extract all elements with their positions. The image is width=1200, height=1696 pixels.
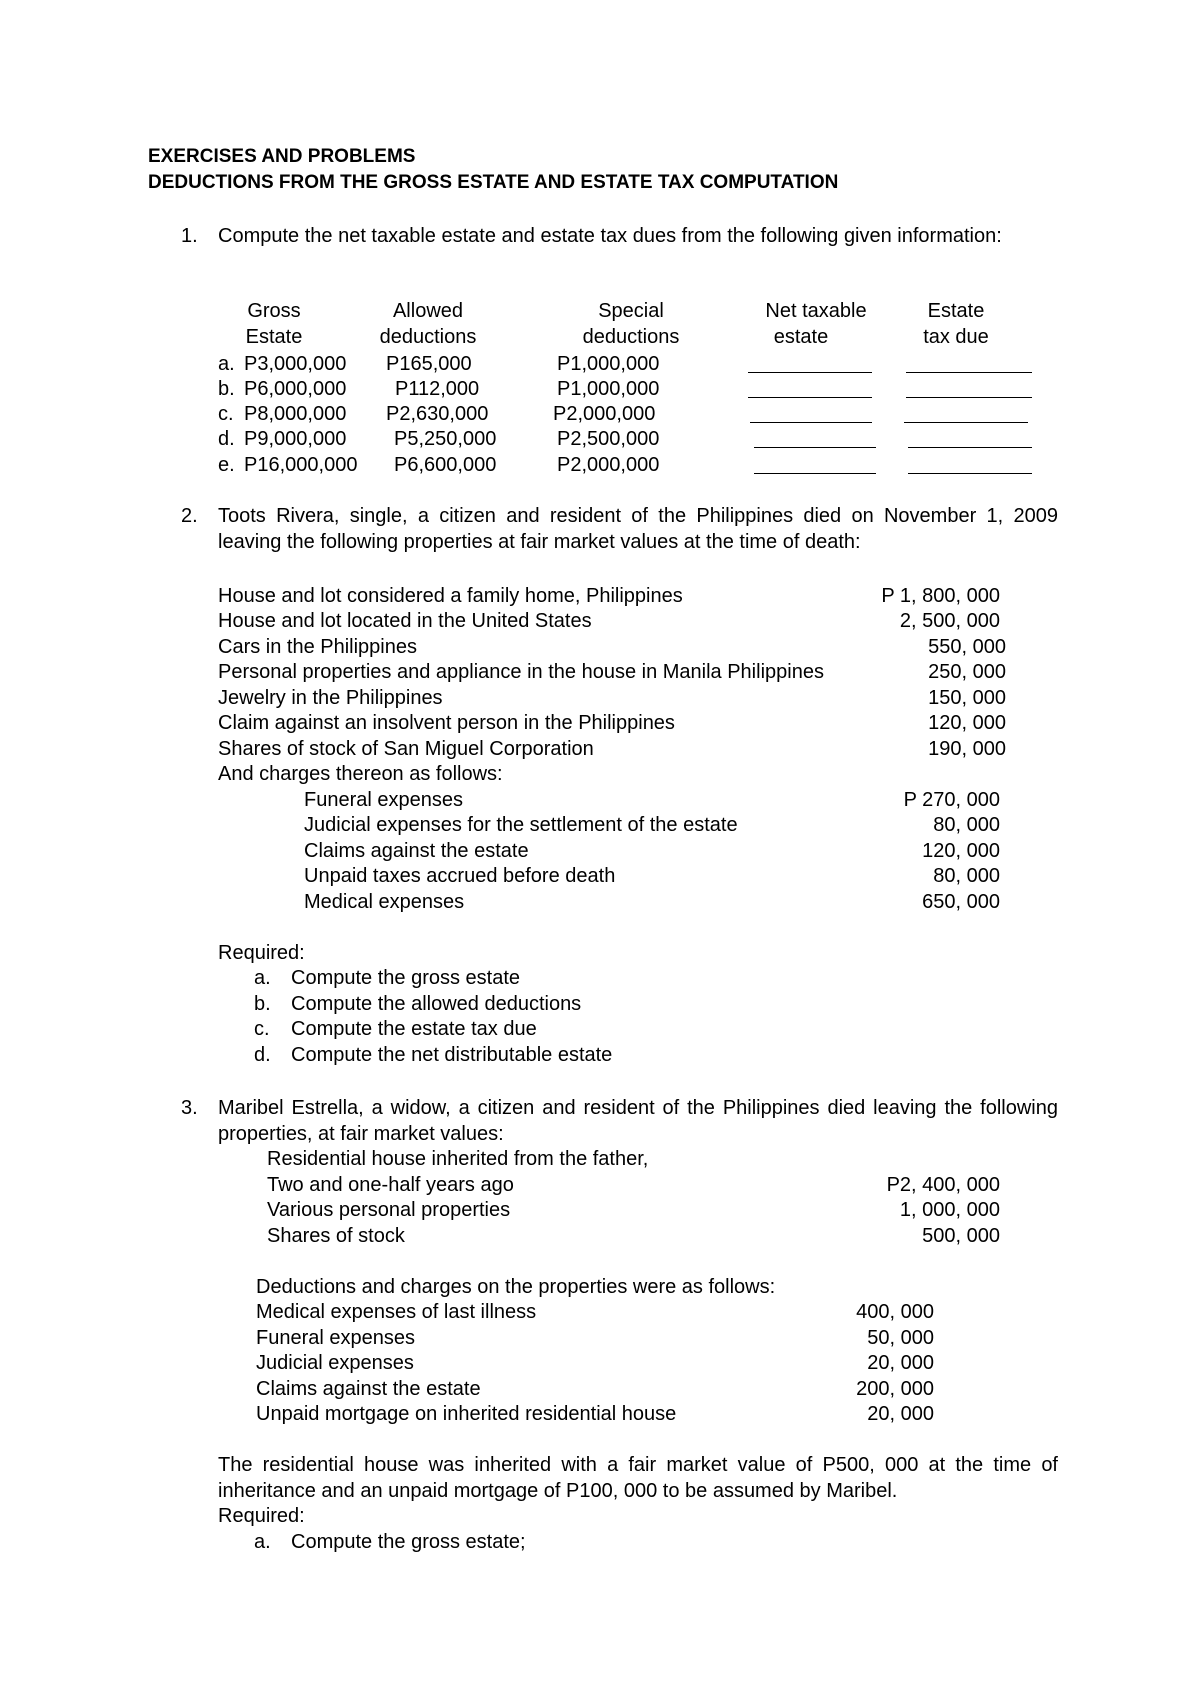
row-c-allowed: P2,630,000	[386, 403, 489, 425]
row-c-gross: P8,000,000	[244, 403, 347, 425]
problem-3-number: 3.	[181, 1097, 198, 1119]
page-subtitle: DEDUCTIONS FROM THE GROSS ESTATE AND ESTATE TAX COMPUTATION	[148, 172, 839, 193]
property-desc: Residential house inherited from the father,	[267, 1148, 649, 1170]
charge-amount: 80, 000	[933, 814, 1000, 836]
required-label: c.	[254, 1018, 270, 1040]
row-b-special: P1,000,000	[557, 378, 660, 400]
charge-amount: 650, 000	[922, 891, 1000, 913]
page-title: EXERCISES AND PROBLEMS	[148, 146, 416, 167]
problem-1-number: 1.	[181, 225, 198, 247]
deduction-amount: 200, 000	[856, 1378, 934, 1400]
deduction-desc: Unpaid mortgage on inherited residential house	[256, 1403, 677, 1425]
property-desc: House and lot located in the United States	[218, 610, 592, 632]
property-amount: 250, 000	[928, 661, 1006, 683]
property-amount: P 1, 800, 000	[881, 585, 1000, 607]
row-e-tax-blank	[908, 473, 1032, 474]
deduction-desc: Medical expenses of last illness	[256, 1301, 537, 1323]
header-tax-l2: tax due	[923, 326, 989, 348]
row-c-label: c.	[218, 403, 234, 425]
header-gross-l2: Estate	[245, 326, 303, 348]
problem-2-number: 2.	[181, 505, 198, 527]
header-gross-l1: Gross	[247, 300, 301, 322]
problem-3-text: Maribel Estrella, a widow, a citizen and resident of the Philippines died leaving the following properties, at fair market values:	[218, 1097, 1058, 1145]
property-amount: P2, 400, 000	[886, 1174, 1000, 1196]
required-label: a.	[254, 1531, 271, 1553]
row-a-special: P1,000,000	[557, 353, 660, 375]
row-c-special: P2,000,000	[553, 403, 656, 425]
row-e-gross: P16,000,000	[244, 454, 358, 476]
row-a-allowed: P165,000	[386, 353, 472, 375]
property-amount: 500, 000	[922, 1225, 1000, 1247]
problem-3-note: The residential house was inherited with a fair market value of P500, 000 at the time of inheritance and an unpaid mortgage of P100, 000 to be assumed by Maribel.	[218, 1454, 1058, 1502]
required-text: Compute the net distributable estate	[291, 1044, 613, 1066]
row-a-gross: P3,000,000	[244, 353, 347, 375]
row-d-net-blank	[754, 447, 876, 448]
header-allowed-l2: deductions	[379, 326, 477, 348]
property-desc: Personal properties and appliance in the house in Manila Philippines	[218, 661, 824, 683]
header-net-l2: estate	[773, 326, 829, 348]
row-b-tax-blank	[906, 397, 1032, 398]
deduction-amount: 20, 000	[867, 1352, 934, 1374]
charge-desc: Medical expenses	[304, 891, 465, 913]
property-desc: House and lot considered a family home, Philippines	[218, 585, 683, 607]
row-b-gross: P6,000,000	[244, 378, 347, 400]
header-allowed-l1: Allowed	[392, 300, 464, 322]
charge-desc: Judicial expenses for the settlement of the estate	[304, 814, 738, 836]
row-e-label: e.	[218, 454, 235, 476]
required-label: a.	[254, 967, 271, 989]
row-d-special: P2,500,000	[557, 428, 660, 450]
required-text: Compute the gross estate	[291, 967, 521, 989]
problem-2-required-label: Required:	[218, 942, 305, 964]
deduction-desc: Funeral expenses	[256, 1327, 415, 1349]
row-d-allowed: P5,250,000	[394, 428, 497, 450]
row-a-net-blank	[748, 372, 872, 373]
header-special-l2: deductions	[582, 326, 680, 348]
deduction-amount: 20, 000	[867, 1403, 934, 1425]
problem-2-text: Toots Rivera, single, a citizen and resident of the Philippines died on November 1, 2009 leaving the following properties at fair market values at the time of death:	[218, 505, 1058, 553]
row-b-net-blank	[748, 397, 872, 398]
charge-desc: Unpaid taxes accrued before death	[304, 865, 616, 887]
row-e-allowed: P6,600,000	[394, 454, 497, 476]
property-amount: 550, 000	[928, 636, 1006, 658]
property-desc: Cars in the Philippines	[218, 636, 417, 658]
deduction-desc: Judicial expenses	[256, 1352, 414, 1374]
required-text: Compute the gross estate;	[291, 1531, 526, 1553]
charge-amount: 120, 000	[922, 840, 1000, 862]
row-b-label: b.	[218, 378, 235, 400]
row-d-gross: P9,000,000	[244, 428, 347, 450]
property-amount: 120, 000	[928, 712, 1006, 734]
header-net-l1: Net taxable	[765, 300, 867, 322]
property-desc: Jewelry in the Philippines	[218, 687, 443, 709]
deductions-label: Deductions and charges on the properties were as follows:	[256, 1276, 776, 1298]
property-amount: 1, 000, 000	[899, 1199, 1000, 1221]
property-amount: 2, 500, 000	[899, 610, 1000, 632]
deduction-desc: Claims against the estate	[256, 1378, 481, 1400]
charge-amount: 80, 000	[933, 865, 1000, 887]
row-a-label: a.	[218, 353, 235, 375]
charge-amount: P 270, 000	[903, 789, 1000, 811]
charges-label: And charges thereon as follows:	[218, 763, 503, 785]
row-e-special: P2,000,000	[557, 454, 660, 476]
header-tax-l1: Estate	[927, 300, 985, 322]
row-c-tax-blank	[904, 422, 1028, 423]
header-special-l1: Special	[598, 300, 664, 322]
row-e-net-blank	[754, 473, 876, 474]
row-d-label: d.	[218, 428, 235, 450]
row-c-net-blank	[750, 422, 872, 423]
property-desc: Shares of stock	[267, 1225, 405, 1247]
required-label: b.	[254, 993, 271, 1015]
property-desc: Claim against an insolvent person in the Philippines	[218, 712, 675, 734]
required-text: Compute the allowed deductions	[291, 993, 582, 1015]
property-desc: Two and one-half years ago	[267, 1174, 514, 1196]
property-desc: Shares of stock of San Miguel Corporation	[218, 738, 594, 760]
problem-1-text: Compute the net taxable estate and estate tax dues from the following given information:	[218, 225, 1002, 247]
deduction-amount: 400, 000	[856, 1301, 934, 1323]
charge-desc: Funeral expenses	[304, 789, 463, 811]
property-amount: 190, 000	[928, 738, 1006, 760]
row-d-tax-blank	[908, 447, 1032, 448]
problem-3-required-label: Required:	[218, 1505, 305, 1527]
charge-desc: Claims against the estate	[304, 840, 529, 862]
row-b-allowed: P112,000	[395, 378, 480, 400]
deduction-amount: 50, 000	[867, 1327, 934, 1349]
row-a-tax-blank	[906, 372, 1032, 373]
property-desc: Various personal properties	[267, 1199, 511, 1221]
required-label: d.	[254, 1044, 271, 1066]
required-text: Compute the estate tax due	[291, 1018, 537, 1040]
property-amount: 150, 000	[928, 687, 1006, 709]
